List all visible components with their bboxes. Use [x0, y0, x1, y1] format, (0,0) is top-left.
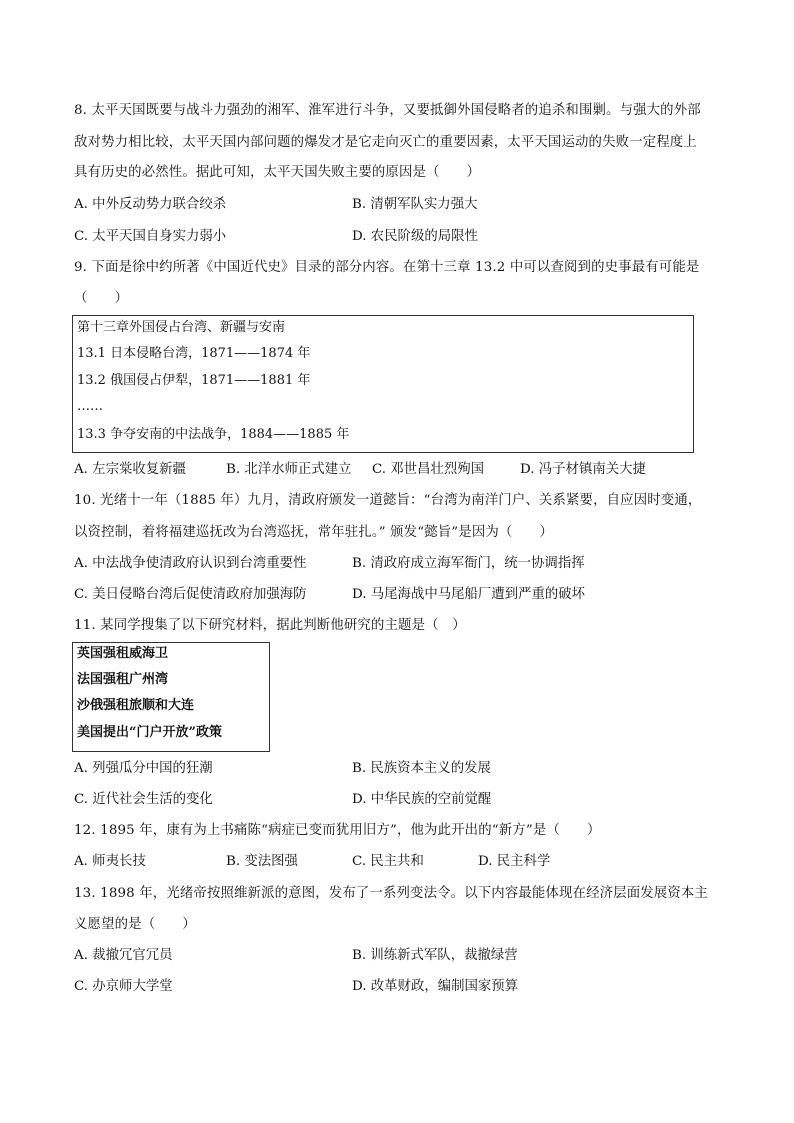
q13-option-a: A. 裁撤冗官冗员: [74, 948, 173, 963]
q9-option-a: A. 左宗棠收复新疆: [74, 462, 186, 477]
q13-stem-line-2: 义愿望的是（ ）: [74, 917, 196, 932]
q9-toc-entry-2: 13.2 俄国侵占伊犁，1871——1881 年: [77, 373, 311, 388]
q9-option-c: C. 邓世昌壮烈殉国: [372, 462, 485, 477]
q11-option-a: A. 列强瓜分中国的狂潮: [74, 761, 213, 776]
q12-option-c: C. 民主共和: [352, 854, 424, 869]
q11-material-4: 美国提出“门户开放”政策: [77, 725, 222, 740]
q9-toc-ellipsis: ……: [77, 399, 103, 414]
q8-option-a: A. 中外反动势力联合绞杀: [74, 197, 227, 212]
q10-option-a: A. 中法战争使清政府认识到台湾重要性: [74, 556, 307, 571]
q9-option-d: D. 冯子材镇南关大捷: [520, 462, 646, 477]
q11-stem-line-1: 11. 某同学搜集了以下研究材料，据此判断他研究的主题是（ ）: [74, 618, 466, 633]
q10-stem-line-1: 10. 光绪十一年（1885 年）九月，清政府颁发一道懿旨：“台湾为南洋门户、关系紧要，自应因时变通，: [74, 493, 702, 508]
q12-option-a: A. 师夷长技: [74, 854, 146, 869]
q8-option-d: D. 农民阶级的局限性: [352, 229, 478, 244]
q12-stem-line-1: 12. 1895 年，康有为上书痛陈“病症已变而犹用旧方”，他为此开出的“新方”是（ ）: [74, 823, 601, 838]
q13-stem-line-1: 13. 1898 年，光绪帝按照维新派的意图，发布了一系列变法令。以下内容最能体现在经济层面发展资本主: [74, 886, 708, 901]
q11-material-2: 法国强租广州湾: [77, 672, 169, 687]
q11-materials-box: [72, 642, 270, 752]
q9-toc-entry-1: 13.1 日本侵略台湾，1871——1874 年: [77, 346, 311, 361]
q9-table-of-contents-box: [72, 315, 694, 453]
q10-stem-line-2: 以资控制，着将福建巡抚改为台湾巡抚，常年驻扎。” 颁发“懿旨”是因为（ ）: [74, 525, 554, 540]
q11-option-d: D. 中华民族的空前觉醒: [352, 792, 492, 807]
q8-option-b: B. 清朝军队实力强大: [352, 197, 478, 212]
q9-stem-line-1: 9. 下面是徐中约所著《中国近代史》目录的部分内容。在第十三章 13.2 中可以查阅到的史事最有可能是: [74, 260, 700, 275]
q8-stem-line-1: 8. 太平天国既要与战斗力强劲的湘军、淮军进行斗争，又要抵御外国侵略者的追杀和围剿。与强大的外部: [74, 103, 701, 118]
q11-option-c: C. 近代社会生活的变化: [74, 792, 213, 807]
q11-option-b: B. 民族资本主义的发展: [352, 761, 491, 776]
q11-material-3: 沙俄强租旅顺和大连: [77, 698, 195, 713]
q9-option-b: B. 北洋水师正式建立: [226, 462, 352, 477]
q10-option-b: B. 清政府成立海军衙门，统一协调指挥: [352, 556, 585, 571]
q9-stem-line-2: （ ）: [74, 291, 129, 306]
q12-option-b: B. 变法图强: [226, 854, 298, 869]
q13-option-b: B. 训练新式军队，裁撤绿营: [352, 948, 518, 963]
q10-option-d: D. 马尾海战中马尾船厂遭到严重的破坏: [352, 587, 586, 602]
q9-toc-entry-3: 13.3 争夺安南的中法战争，1884——1885 年: [77, 427, 350, 442]
q10-option-c: C. 美日侵略台湾后促使清政府加强海防: [74, 587, 307, 602]
q9-toc-chapter-title: 第十三章外国侵占台湾、新疆与安南: [77, 320, 286, 335]
q13-option-d: D. 改革财政，编制国家预算: [352, 979, 519, 994]
q8-option-c: C. 太平天国自身实力弱小: [74, 229, 227, 244]
q12-option-d: D. 民主科学: [478, 854, 551, 869]
q11-material-1: 英国强租威海卫: [77, 646, 169, 661]
q8-stem-line-2: 敌对势力相比较，太平天国内部问题的爆发才是它走向灭亡的重要因素，太平天国运动的失败一定程度上: [74, 135, 697, 150]
q8-stem-line-3: 具有历史的必然性。据此可知，太平天国失败主要的原因是（ ）: [74, 165, 481, 180]
q13-option-c: C. 办京师大学堂: [74, 979, 173, 994]
